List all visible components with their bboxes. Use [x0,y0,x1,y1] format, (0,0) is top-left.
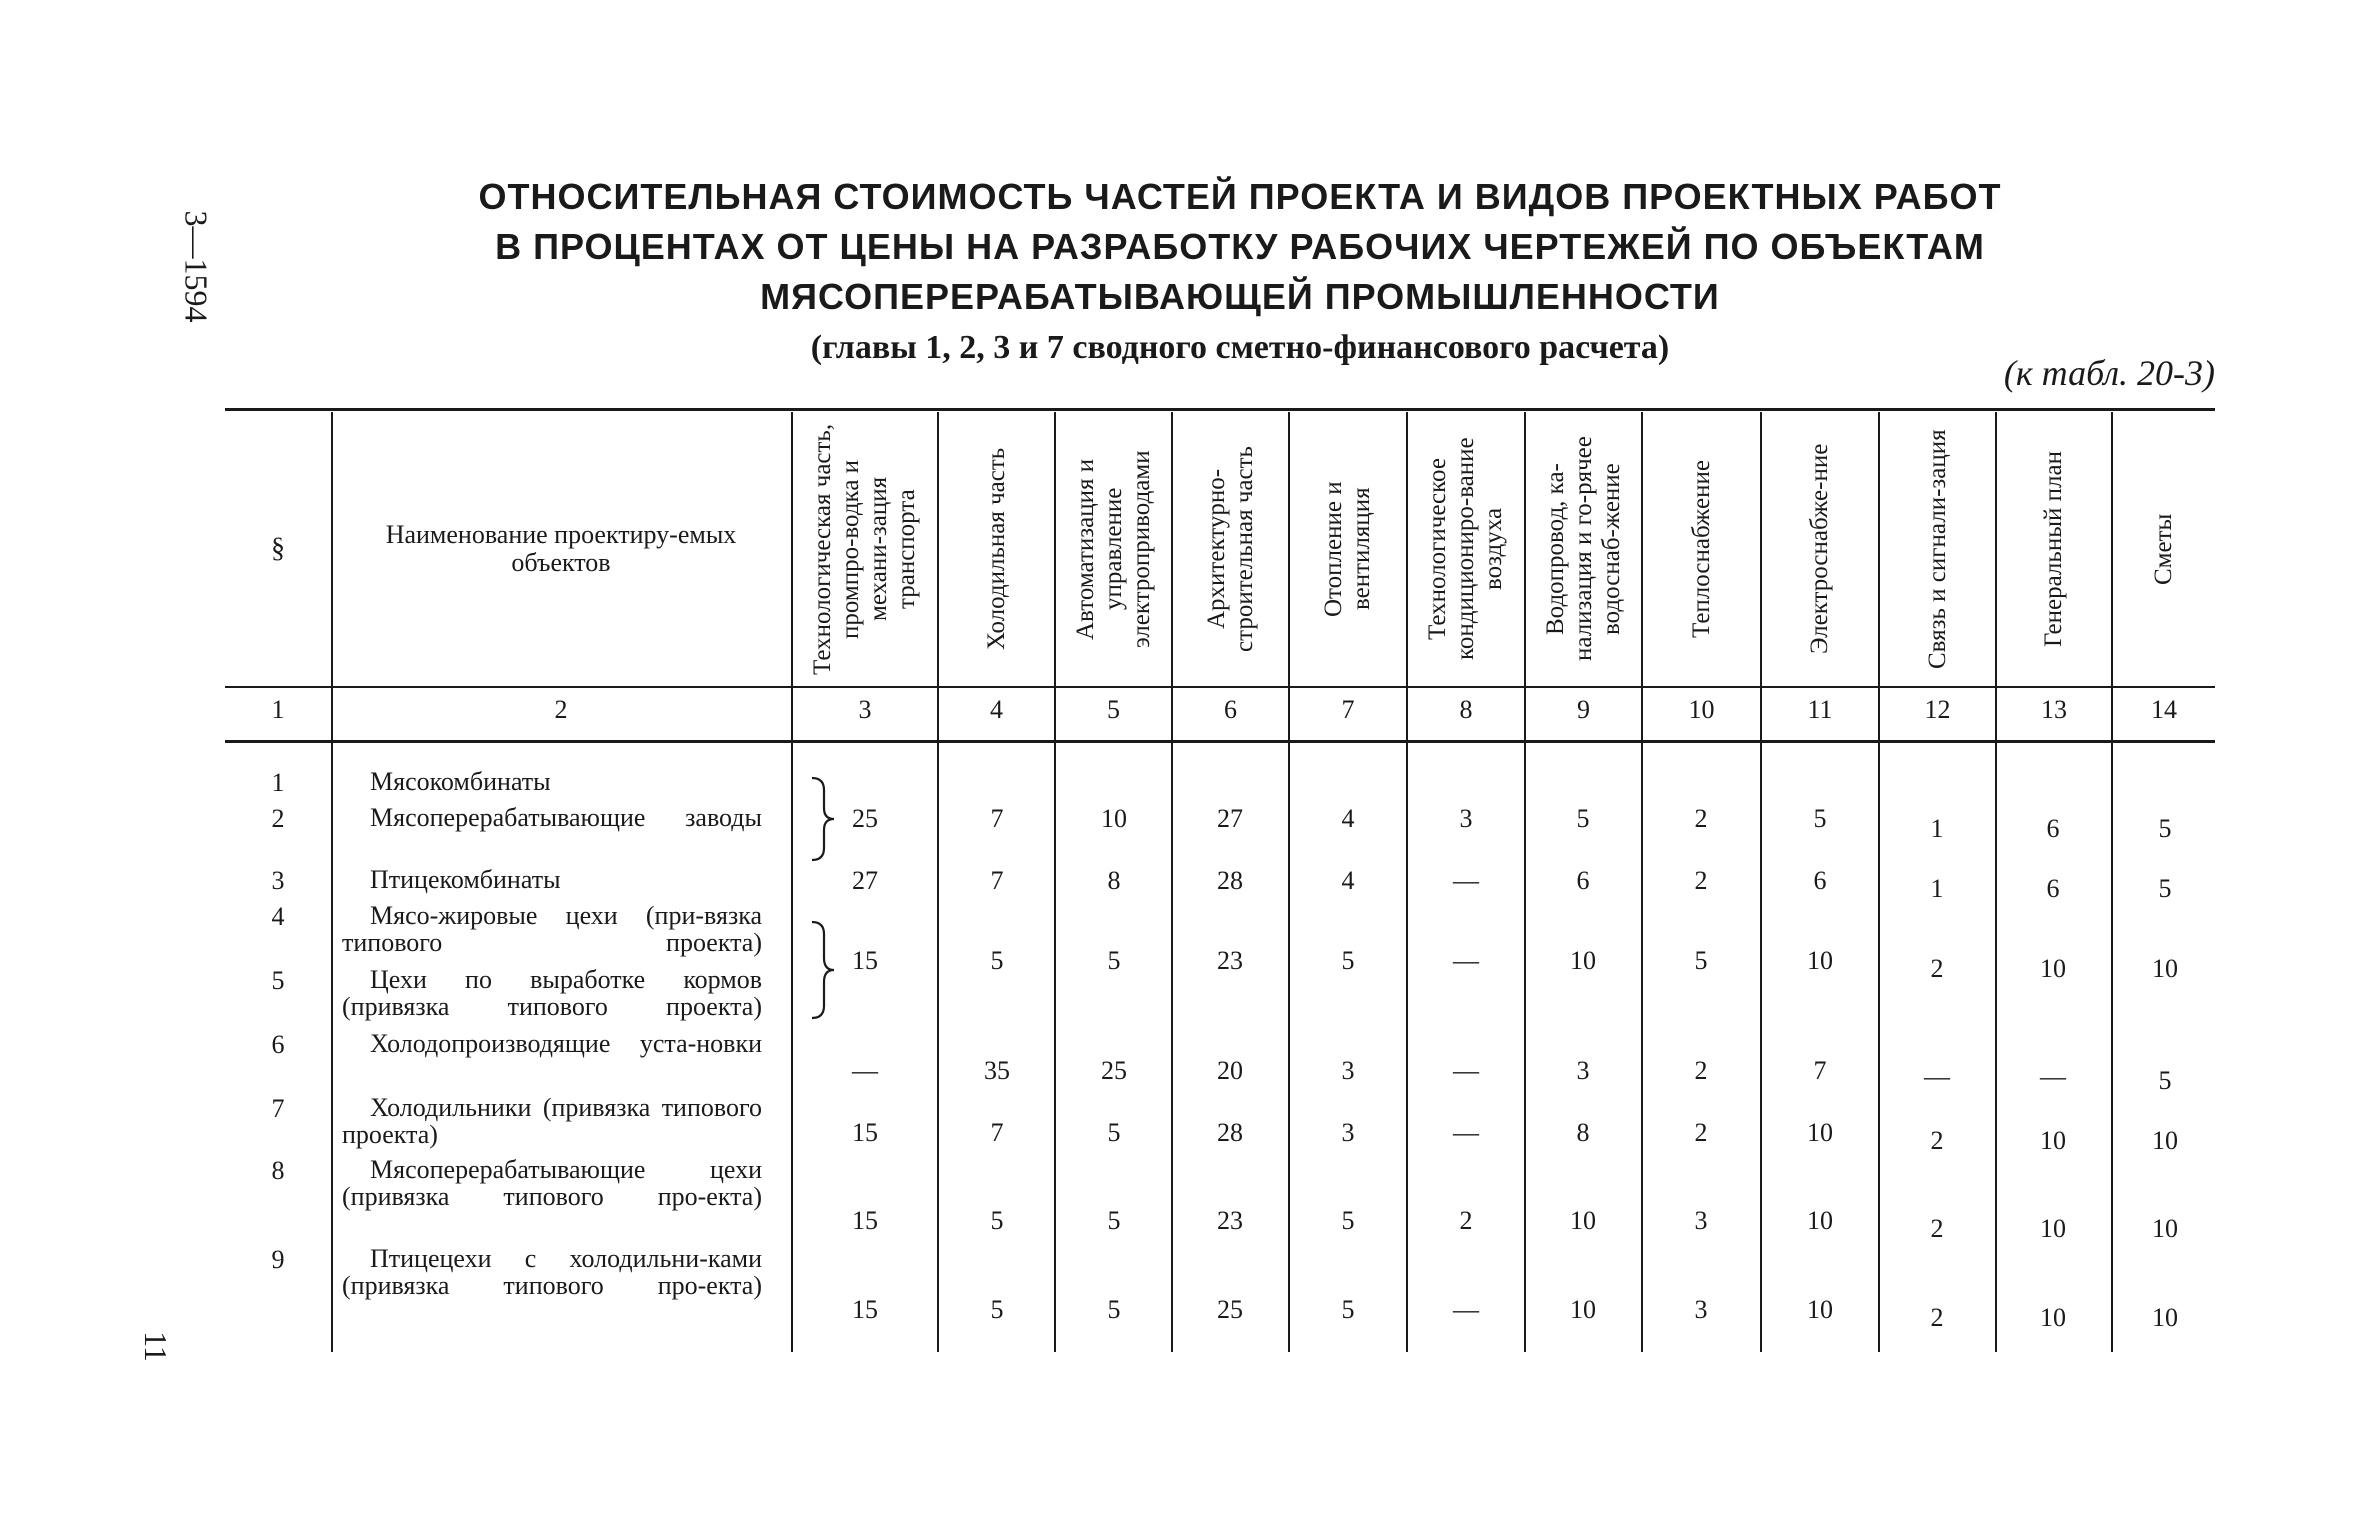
cell: 6 [2046,814,2060,843]
header-col-7: Отопление и вентиляция [1320,481,1375,617]
cell: 27 [852,866,878,895]
cell: 2 [1930,1126,1944,1155]
cell: 5 [1813,804,1827,833]
cell: — [2040,1062,2066,1091]
cell: 10 [2152,954,2178,983]
cell: 5 [990,1295,1004,1324]
table-reference: (к табл. 20-3) [2003,353,2215,393]
cell: 8 [1107,866,1121,895]
cell: 5 [2158,814,2172,843]
col-number: 9 [1577,695,1590,724]
row-number: 7 [271,1094,285,1123]
cell: 10 [2040,954,2066,983]
cell: 2 [1694,804,1708,833]
cell: 10 [1570,946,1596,975]
row-number: 9 [271,1245,285,1274]
header-name-text: Наименование проектиру-емых объектов [385,520,737,577]
cell: 10 [1807,1206,1833,1235]
title-line-1: ОТНОСИТЕЛЬНАЯ СТОИМОСТЬ ЧАСТЕЙ ПРОЕКТА И ВИДОВ ПРОЕКТНЫХ РАБОТ [478,176,2002,217]
cell: 6 [1813,866,1827,895]
col-number: 14 [2151,695,2177,724]
row-name: Птицецехи с холодильни-ками (привязка типового про-екта) [342,1244,762,1300]
header-col-9: Водопровод, ка-нализация и го-рячее водоснаб-жение [1541,436,1625,662]
side-code: 3—1594 [178,210,215,323]
row-number: 2 [271,804,285,833]
title-line-2: В ПРОЦЕНТАХ ОТ ЦЕНЫ НА РАЗРАБОТКУ РАБОЧИХ ЧЕРТЕЖЕЙ ПО ОБЪЕКТАМ [495,226,1985,267]
header-col-6: Архитектурно-строительная часть [1202,446,1258,652]
cell: 10 [2152,1303,2178,1332]
cell: 5 [1341,946,1355,975]
row-number: 5 [271,966,285,995]
col-number: 13 [2041,695,2067,724]
cell: 6 [1576,866,1590,895]
row-name: Цехи по выработке кормов (привязка типового проекта) [342,965,762,1021]
cell: 20 [1217,1056,1243,1085]
cell: 10 [2040,1126,2066,1155]
header-col-5: Автоматизация и управление электроприводами [1071,450,1155,648]
header-col-12: Связь и сигнали-зация [1923,429,1951,669]
cell: 5 [990,946,1004,975]
cell: 5 [1107,1295,1121,1324]
row-number: 6 [271,1030,285,1059]
cell: 27 [1217,804,1243,833]
cell: 3 [1576,1056,1590,1085]
cell: 5 [1107,1206,1121,1235]
cell: 5 [2158,1066,2172,1095]
cell: — [1453,1056,1479,1085]
cell: 5 [1341,1206,1355,1235]
cell: — [1924,1062,1950,1091]
cell: 15 [852,1295,878,1324]
cell: 1 [1930,814,1944,843]
row-name: Мясоперерабатывающие цехи (привязка типового про-екта) [342,1155,762,1211]
col-number: 6 [1224,695,1237,724]
cell: 10 [2152,1126,2178,1155]
cell: 10 [1570,1206,1596,1235]
cell: 8 [1576,1118,1590,1147]
cell: 2 [1694,1118,1708,1147]
cell: 28 [1217,1118,1243,1147]
cell: 35 [984,1056,1010,1085]
cell: 3 [1694,1295,1708,1324]
cell: — [1453,1295,1479,1324]
cell: 4 [1341,804,1355,833]
header-col-10: Теплоснабжение [1687,460,1715,638]
cell: 2 [1694,1056,1708,1085]
header-col-11: Электроснабже-ние [1806,443,1833,655]
cell: 2 [1459,1206,1473,1235]
col-number: 2 [554,695,568,724]
cell: 2 [1930,1214,1944,1243]
cell: 5 [1694,946,1708,975]
cell: 15 [852,1206,878,1235]
cell: 5 [1576,804,1590,833]
cell: 7 [990,1118,1004,1147]
row-number: 8 [271,1156,285,1185]
cell: 10 [2152,1214,2178,1243]
col-number: 4 [990,695,1003,724]
cell: 3 [1341,1118,1355,1147]
row-name: Мясоперерабатывающие заводы [370,803,762,832]
header-name [331,412,791,686]
col-number: 7 [1341,695,1355,724]
col-number: 10 [1688,695,1715,724]
row-name: Мясо-жировые цехи (при-вязка типового проекта) [342,901,762,957]
cell: 10 [1807,1118,1833,1147]
col-number: 3 [858,695,872,724]
col-number: 11 [1807,695,1833,724]
cell: 25 [1101,1056,1127,1085]
cell: 3 [1341,1056,1355,1085]
cell: 10 [1807,946,1833,975]
cell: 25 [1217,1295,1243,1324]
cell: 3 [1694,1206,1708,1235]
cell: 10 [1101,804,1127,833]
row-name: Мясокомбинаты [370,767,551,796]
cell: 4 [1341,866,1355,895]
cell: 5 [1107,946,1121,975]
header-col-3: Технологическая часть, промпро-водка и механи-зация транспорта [809,423,920,675]
cell: 23 [1217,946,1243,975]
col-number: 1 [271,695,285,724]
cell: — [1453,946,1479,975]
cell: 25 [852,804,878,833]
page-number: 11 [137,1331,174,1362]
header-section: § [271,533,285,564]
cell: 5 [2158,874,2172,903]
cell: 10 [2040,1303,2066,1332]
header-col-13: Генеральный план [2040,451,2067,647]
cell: 5 [1341,1295,1355,1324]
cell: 7 [1813,1056,1827,1085]
row-number: 1 [271,768,285,797]
title-block [300,172,2180,374]
cell: — [1453,866,1479,895]
cell: 5 [990,1206,1004,1235]
row-name: Птицекомбинаты [370,865,561,894]
cell: 23 [1217,1206,1243,1235]
row-name: Холодильники (привязка типового проекта) [342,1093,762,1149]
cell: 1 [1930,874,1944,903]
col-number: 5 [1107,695,1120,724]
header-col-14: Сметы [2150,513,2177,585]
cell: 10 [1570,1295,1596,1324]
cell: 3 [1459,804,1473,833]
cell: 6 [2046,874,2060,903]
cell: 5 [1107,1118,1121,1147]
row-number: 3 [271,866,285,895]
cell: 2 [1930,954,1944,983]
cell: 2 [1694,866,1708,895]
row-name: Холодопроизводящие уста-новки [370,1029,762,1058]
cell: — [852,1056,878,1085]
col-number: 12 [1924,695,1951,724]
row-number: 4 [271,902,285,931]
cell: 28 [1217,866,1243,895]
cell: 10 [2040,1214,2066,1243]
cell: — [1453,1118,1479,1147]
cell: 10 [1807,1295,1833,1324]
cell: 7 [990,866,1004,895]
col-number: 8 [1459,695,1473,724]
cell: 15 [852,1118,878,1147]
subtitle: (главы 1, 2, 3 и 7 сводного сметно-финансового расчета) [810,329,1670,366]
header-col-8: Технологическое кондициониро-вание воздуха [1424,437,1507,661]
header-col-4: Холодильная часть [982,447,1010,651]
cell: 7 [990,804,1004,833]
title-line-3: МЯСОПЕРЕРАБАТЫВАЮЩЕЙ ПРОМЫШЛЕННОСТИ [760,276,1720,317]
cell: 15 [852,946,878,975]
cell: 2 [1930,1303,1944,1332]
